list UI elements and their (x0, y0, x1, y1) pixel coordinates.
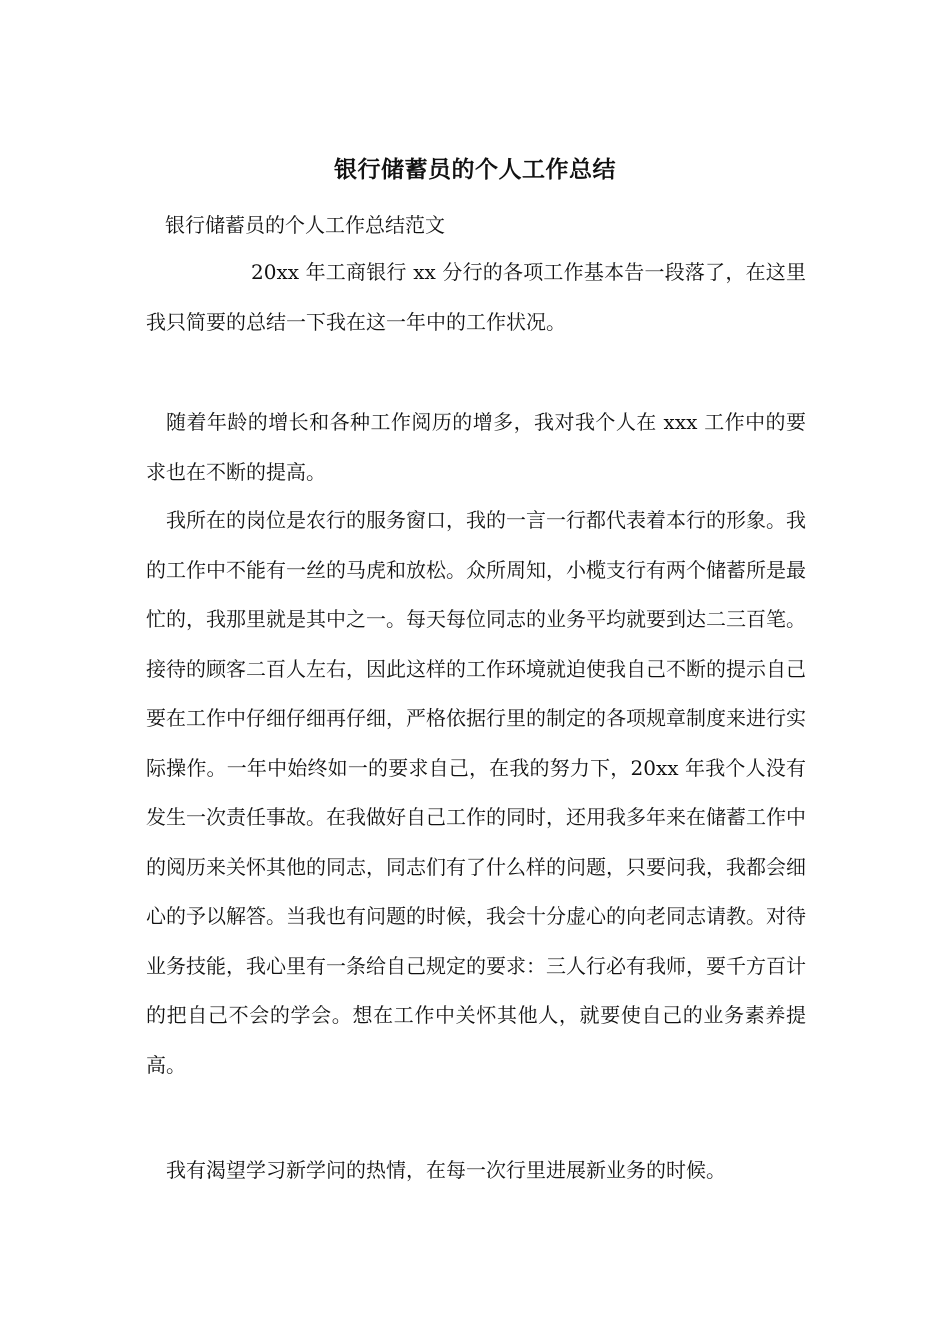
paragraph-learning: 我有渴望学习新学问的热情，在每一次行里进展新业务的时候。 (166, 1158, 726, 1182)
paragraph-intro: 20xx 年工商银行 xx 分行的各项工作基本告一段落了，在这里我只简要的总结一下我在这一年中的工作状况。 (146, 260, 806, 334)
paragraph-work-details: 我所在的岗位是农行的服务窗口，我的一言一行都代表着本行的形象。我的工作中不能有一丝的马虎和放松。众所周知，小榄支行有两个储蓄所是最忙的，我那里就是其中之一。每天每位同志的业务平均就要到达二三百笔。接待的顾客二百人左右，因此这样的工作环境就迫使我自己不断的提示自己要在工作中仔细仔细再仔细，严格依据行里的制定的各项规章制度来进行实际操作。一年中始终如一的要求自己，在我的努力下，20xx 年我个人没有发生一次责任事故。在我做好自己工作的同时，还用我多年来在储蓄工作中的阅历来关怀其他的同志，同志们有了什么样的问题，只要问我，我都会细心的予以解答。当我也有问题的时候，我会十分虚心的向老同志请教。对待业务技能，我心里有一条给自己规定的要求：三人行必有我师，要千方百计的把自己不会的学会。想在工作中关怀其他人，就要使自己的业务素养提高。 (146, 508, 806, 1077)
paragraph-requirements: 随着年龄的增长和各种工作阅历的增多，我对我个人在 xxx 工作中的要求也在不断的提高。 (146, 410, 806, 484)
document-subtitle: 银行储蓄员的个人工作总结范文 (165, 213, 445, 237)
document-title: 银行储蓄员的个人工作总结 (334, 156, 616, 183)
